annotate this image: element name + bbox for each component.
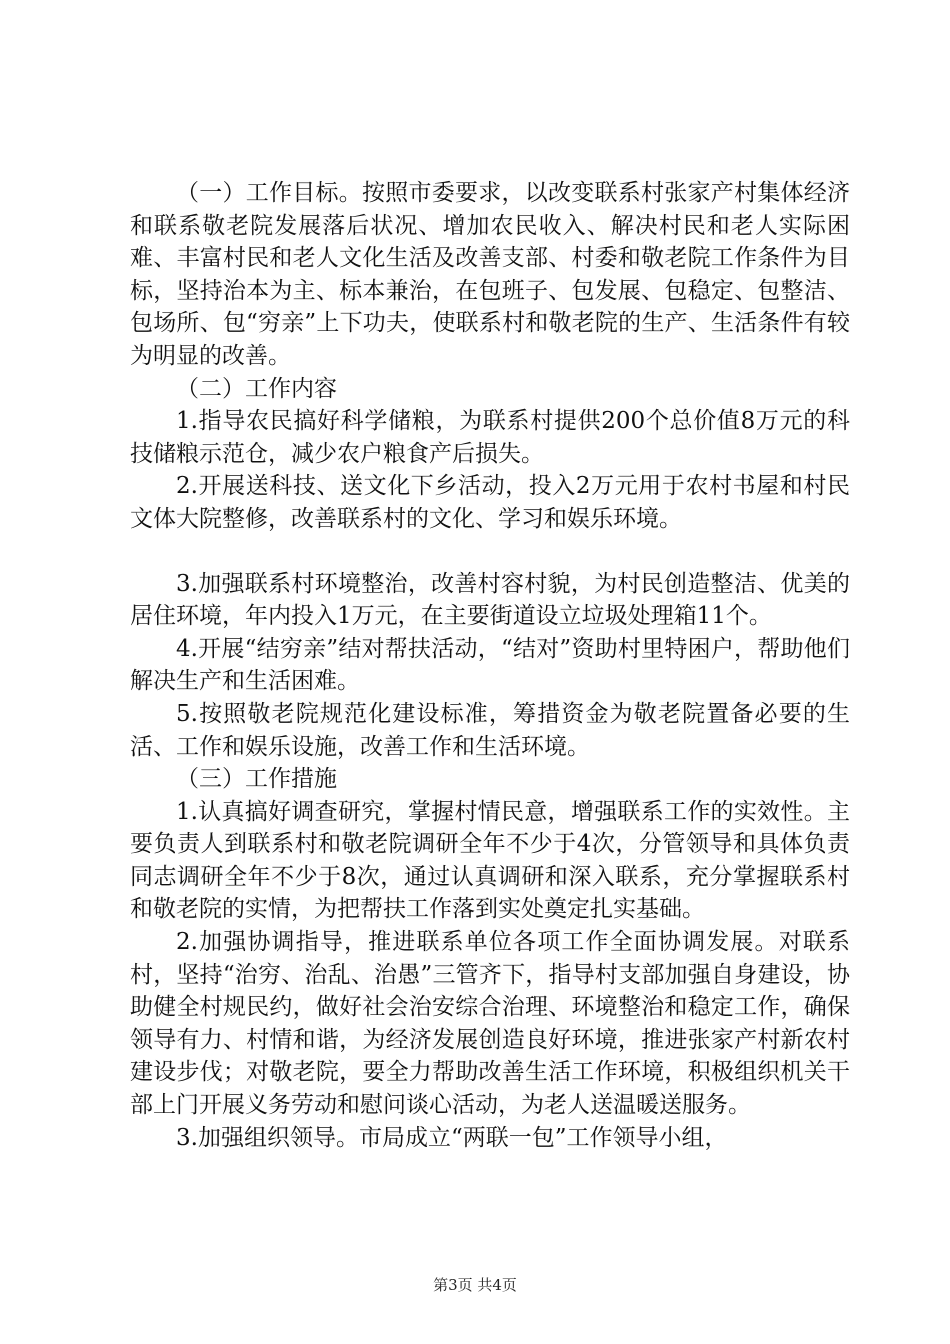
paragraph-work-goal: （一）工作目标。按照市委要求，以改变联系村张家产村集体经济和联系敬老院发展落后状况、增加农民收入、解决村民和老人实际困难、丰富村民和老人文化生活及改善支部、村委和敬老院工作条件为目标，坚持治本为主、标本兼治，在包班子、包发展、包稳定、包整洁、包场所、包“穷亲”上下功夫，使联系村和敬老院的生产、生活条件有较为明显的改善。: [130, 180, 850, 369]
paragraph-content-item-2: 2.开展送科技、送文化下乡活动，投入2万元用于农村书屋和村民文体大院整修，改善联系村的文化、学习和娱乐环境。: [130, 473, 850, 532]
paragraph-measure-item-3: 3.加强组织领导。市局成立“两联一包”工作领导小组，: [176, 1124, 728, 1151]
paragraph-content-item-1: 1.指导农民搞好科学储粮，为联系村提供200个总价值8万元的科技储粮示范仓，减少农户粮食产后损失。: [130, 408, 850, 467]
paragraph-measure-item-1: 1.认真搞好调查研究，掌握村情民意，增强联系工作的实效性。主要负责人到联系村和敬老院调研全年不少于4次，分管领导和具体负责同志调研全年不少于8次，通过认真调研和深入联系，充分掌握联系村和敬老院的实情，为把帮扶工作落到实处奠定扎实基础。: [130, 798, 850, 923]
document-body: [130, 177, 850, 1154]
paragraph-content-item-4: 4.开展“结穷亲”结对帮扶活动，“结对”资助村里特困户，帮助他们解决生产和生活困难。: [130, 635, 850, 695]
paragraph-content-item-5: 5.按照敬老院规范化建设标准，筹措资金为敬老院置备必要的生活、工作和娱乐设施，改善工作和生活环境。: [130, 700, 850, 760]
heading-work-measures: （三）工作措施: [176, 766, 337, 793]
paragraph-content-item-3: 3.加强联系村环境整治，改善村容村貌，为村民创造整洁、优美的居住环境，年内投入1万元，在主要街道设立垃圾处理箱11个。: [130, 570, 850, 630]
heading-work-content: （二）工作内容: [176, 375, 337, 402]
page-number-footer: 第3页 共4页: [433, 1276, 517, 1294]
paragraph-measure-item-2: 2.加强协调指导，推进联系单位各项工作全面协调发展。对联系村，坚持“治穷、治乱、治愚”三管齐下，指导村支部加强自身建设，协助健全村规民约，做好社会治安综合治理、环境整治和稳定工作，确保领导有力、村情和谐，为经济发展创造良好环境，推进张家产村新农村建设步伐；对敬老院，要全力帮助改善生活工作环境，积极组织机关干部上门开展义务劳动和慰问谈心活动，为老人送温暖送服务。: [130, 929, 850, 1119]
